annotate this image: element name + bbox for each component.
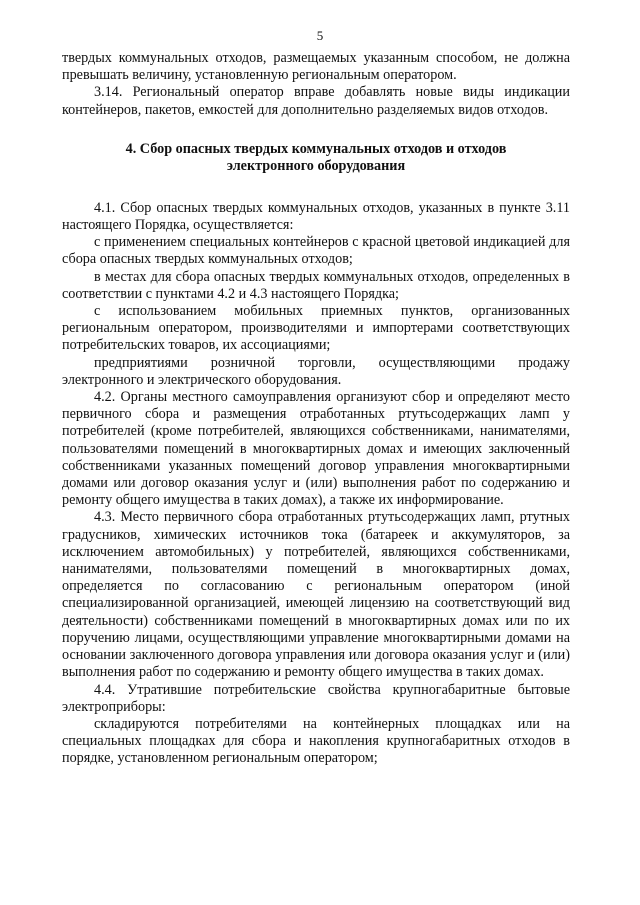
section-heading-line-2: электронного оборудования [226,158,406,175]
list-item-retail: предприятиями розничной торговли, осуществляющими продажу электронного и электрического оборудования. [62,354,570,388]
document-body [62,50,570,768]
paragraph-continuation: твердых коммунальных отходов, размещаемых указанным способом, не должна превышать величину, установленную региональным оператором. [62,50,570,84]
list-item-mobile-points: с использованием мобильных приемных пунктов, организованных региональным оператором, производителями и импортерами соответствующих потребительских товаров, их ассоциациями; [62,303,570,354]
list-item-places: в местах для сбора опасных твердых коммунальных отходов, определенных в соответствии с пунктами 4.2 и 4.3 настоящего Порядка; [62,268,570,302]
paragraph-4-4: 4.4. Утратившие потребительские свойства крупногабаритные бытовые электроприборы: [62,681,570,715]
section-heading [62,141,570,176]
page-number: 5 [316,28,324,43]
section-heading-line-1: 4. Сбор опасных твердых коммунальных отходов и отходов [125,140,507,157]
list-item-storage: складируются потребителями на контейнерных площадках или на специальных площадках для сбора и накопления крупногабаритных отходов в порядке, установленном региональным оператором; [62,715,570,767]
paragraph-4-3: 4.3. Место первичного сбора отработанных ртутьсодержащих ламп, ртутных градусников, химических источников тока (батареек и аккумуляторов, за исключением автомобильных) у потребителей, являющихся собственниками, нанимателями, пользователями помещений в многоквартирных домах, определяется по согласованию с региональным оператором (иной специализированной организацией, имеющей лицензию на соответствующий вид деятельности) собственниками помещений в многоквартирных домах или по их поручению лицами, осуществляющими управление многоквартирными домами на основании заключенного договора управления или договора оказания услуг и (или) выполнения работ по содержанию и ремонту общего имущества в таких домах. [62,509,570,681]
paragraph-3-14: 3.14. Региональный оператор вправе добавлять новые виды индикации контейнеров, пакетов, емкостей для дополнительно разделяемых видов отходов. [62,84,570,118]
paragraph-4-2: 4.2. Органы местного самоуправления организуют сбор и определяют место первичного сбора и размещения отработанных ртутьсодержащих ламп у потребителей (кроме потребителей, являющихся собственниками, нанимателями, пользователями помещений в многоквартирных домах и имеющих заключенный собственниками указанных помещений договор управления многоквартирными домами или договор оказания услуг и (или) выполнения работ по содержанию и ремонту общего имущества в таких домах), а также их информирование. [62,389,570,509]
paragraph-4-1: 4.1. Сбор опасных твердых коммунальных отходов, указанных в пункте 3.11 настоящего Порядка, осуществляется: [62,199,570,234]
list-item-containers: с применением специальных контейнеров с красной цветовой индикацией для сбора опасных твердых коммунальных отходов; [62,234,570,268]
